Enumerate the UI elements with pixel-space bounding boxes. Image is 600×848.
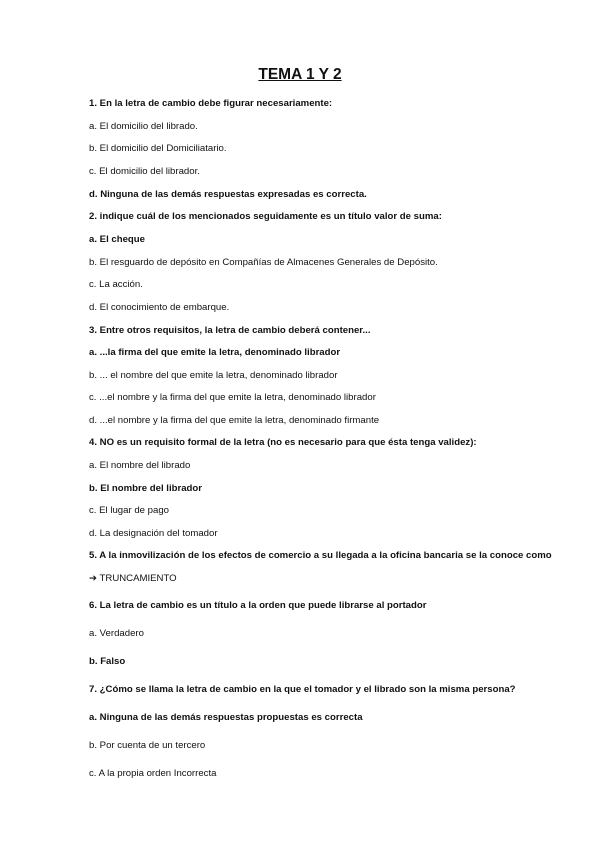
- option: a. Verdadero: [89, 628, 144, 639]
- question-3: 3. Entre otros requisitos, la letra de cambio deberá contener...: [89, 325, 371, 336]
- question-7: 7. ¿Cómo se llama la letra de cambio en la que el tomador y el librado son la misma persona?: [89, 684, 516, 695]
- question-1: 1. En la letra de cambio debe figurar necesariamente:: [89, 98, 333, 109]
- option: c. ...el nombre y la firma del que emite la letra, denominado librador: [89, 392, 376, 403]
- option: d. ...el nombre y la firma del que emite la letra, denominado firmante: [89, 415, 380, 426]
- option: b. Por cuenta de un tercero: [89, 740, 206, 751]
- option-correct: a. ...la firma del que emite la letra, denominado librador: [89, 347, 341, 358]
- question-6: 6. La letra de cambio es un título a la orden que puede librarse al portador: [89, 600, 427, 611]
- option: d. La designación del tomador: [89, 528, 218, 539]
- option-correct: a. El cheque: [89, 234, 145, 245]
- option: b. El domicilio del Domiciliatario.: [89, 143, 227, 154]
- option-correct: b. El nombre del librador: [89, 483, 203, 494]
- option: a. El nombre del librado: [89, 460, 191, 471]
- option-correct: a. Ninguna de las demás respuestas propuestas es correcta: [89, 712, 363, 723]
- option: d. El conocimiento de embarque.: [89, 302, 230, 313]
- option-correct: d. Ninguna de las demás respuestas expresadas es correcta.: [89, 189, 367, 200]
- question-2: 2. indique cuál de los mencionados seguidamente es un título valor de suma:: [89, 211, 442, 222]
- option: c. A la propia orden Incorrecta: [89, 768, 217, 779]
- option: c. El domicilio del librador.: [89, 166, 200, 177]
- option: c. La acción.: [89, 279, 143, 290]
- option: c. El lugar de pago: [89, 505, 170, 516]
- question-4: 4. NO es un requisito formal de la letra (no es necesario para que ésta tenga validez):: [89, 437, 477, 448]
- page-title: TEMA 1 Y 2: [258, 66, 342, 83]
- option-correct: b. Falso: [89, 656, 126, 667]
- answer: ➔ TRUNCAMIENTO: [89, 573, 177, 584]
- option: b. El resguardo de depósito en Compañías de Almacenes Generales de Depósito.: [89, 257, 438, 268]
- option: a. El domicilio del librado.: [89, 121, 198, 132]
- option: b. ... el nombre del que emite la letra, denominado librador: [89, 370, 338, 381]
- question-5: 5. A la inmovilización de los efectos de comercio a su llegada a la oficina bancaria se la conoce como: [89, 550, 552, 561]
